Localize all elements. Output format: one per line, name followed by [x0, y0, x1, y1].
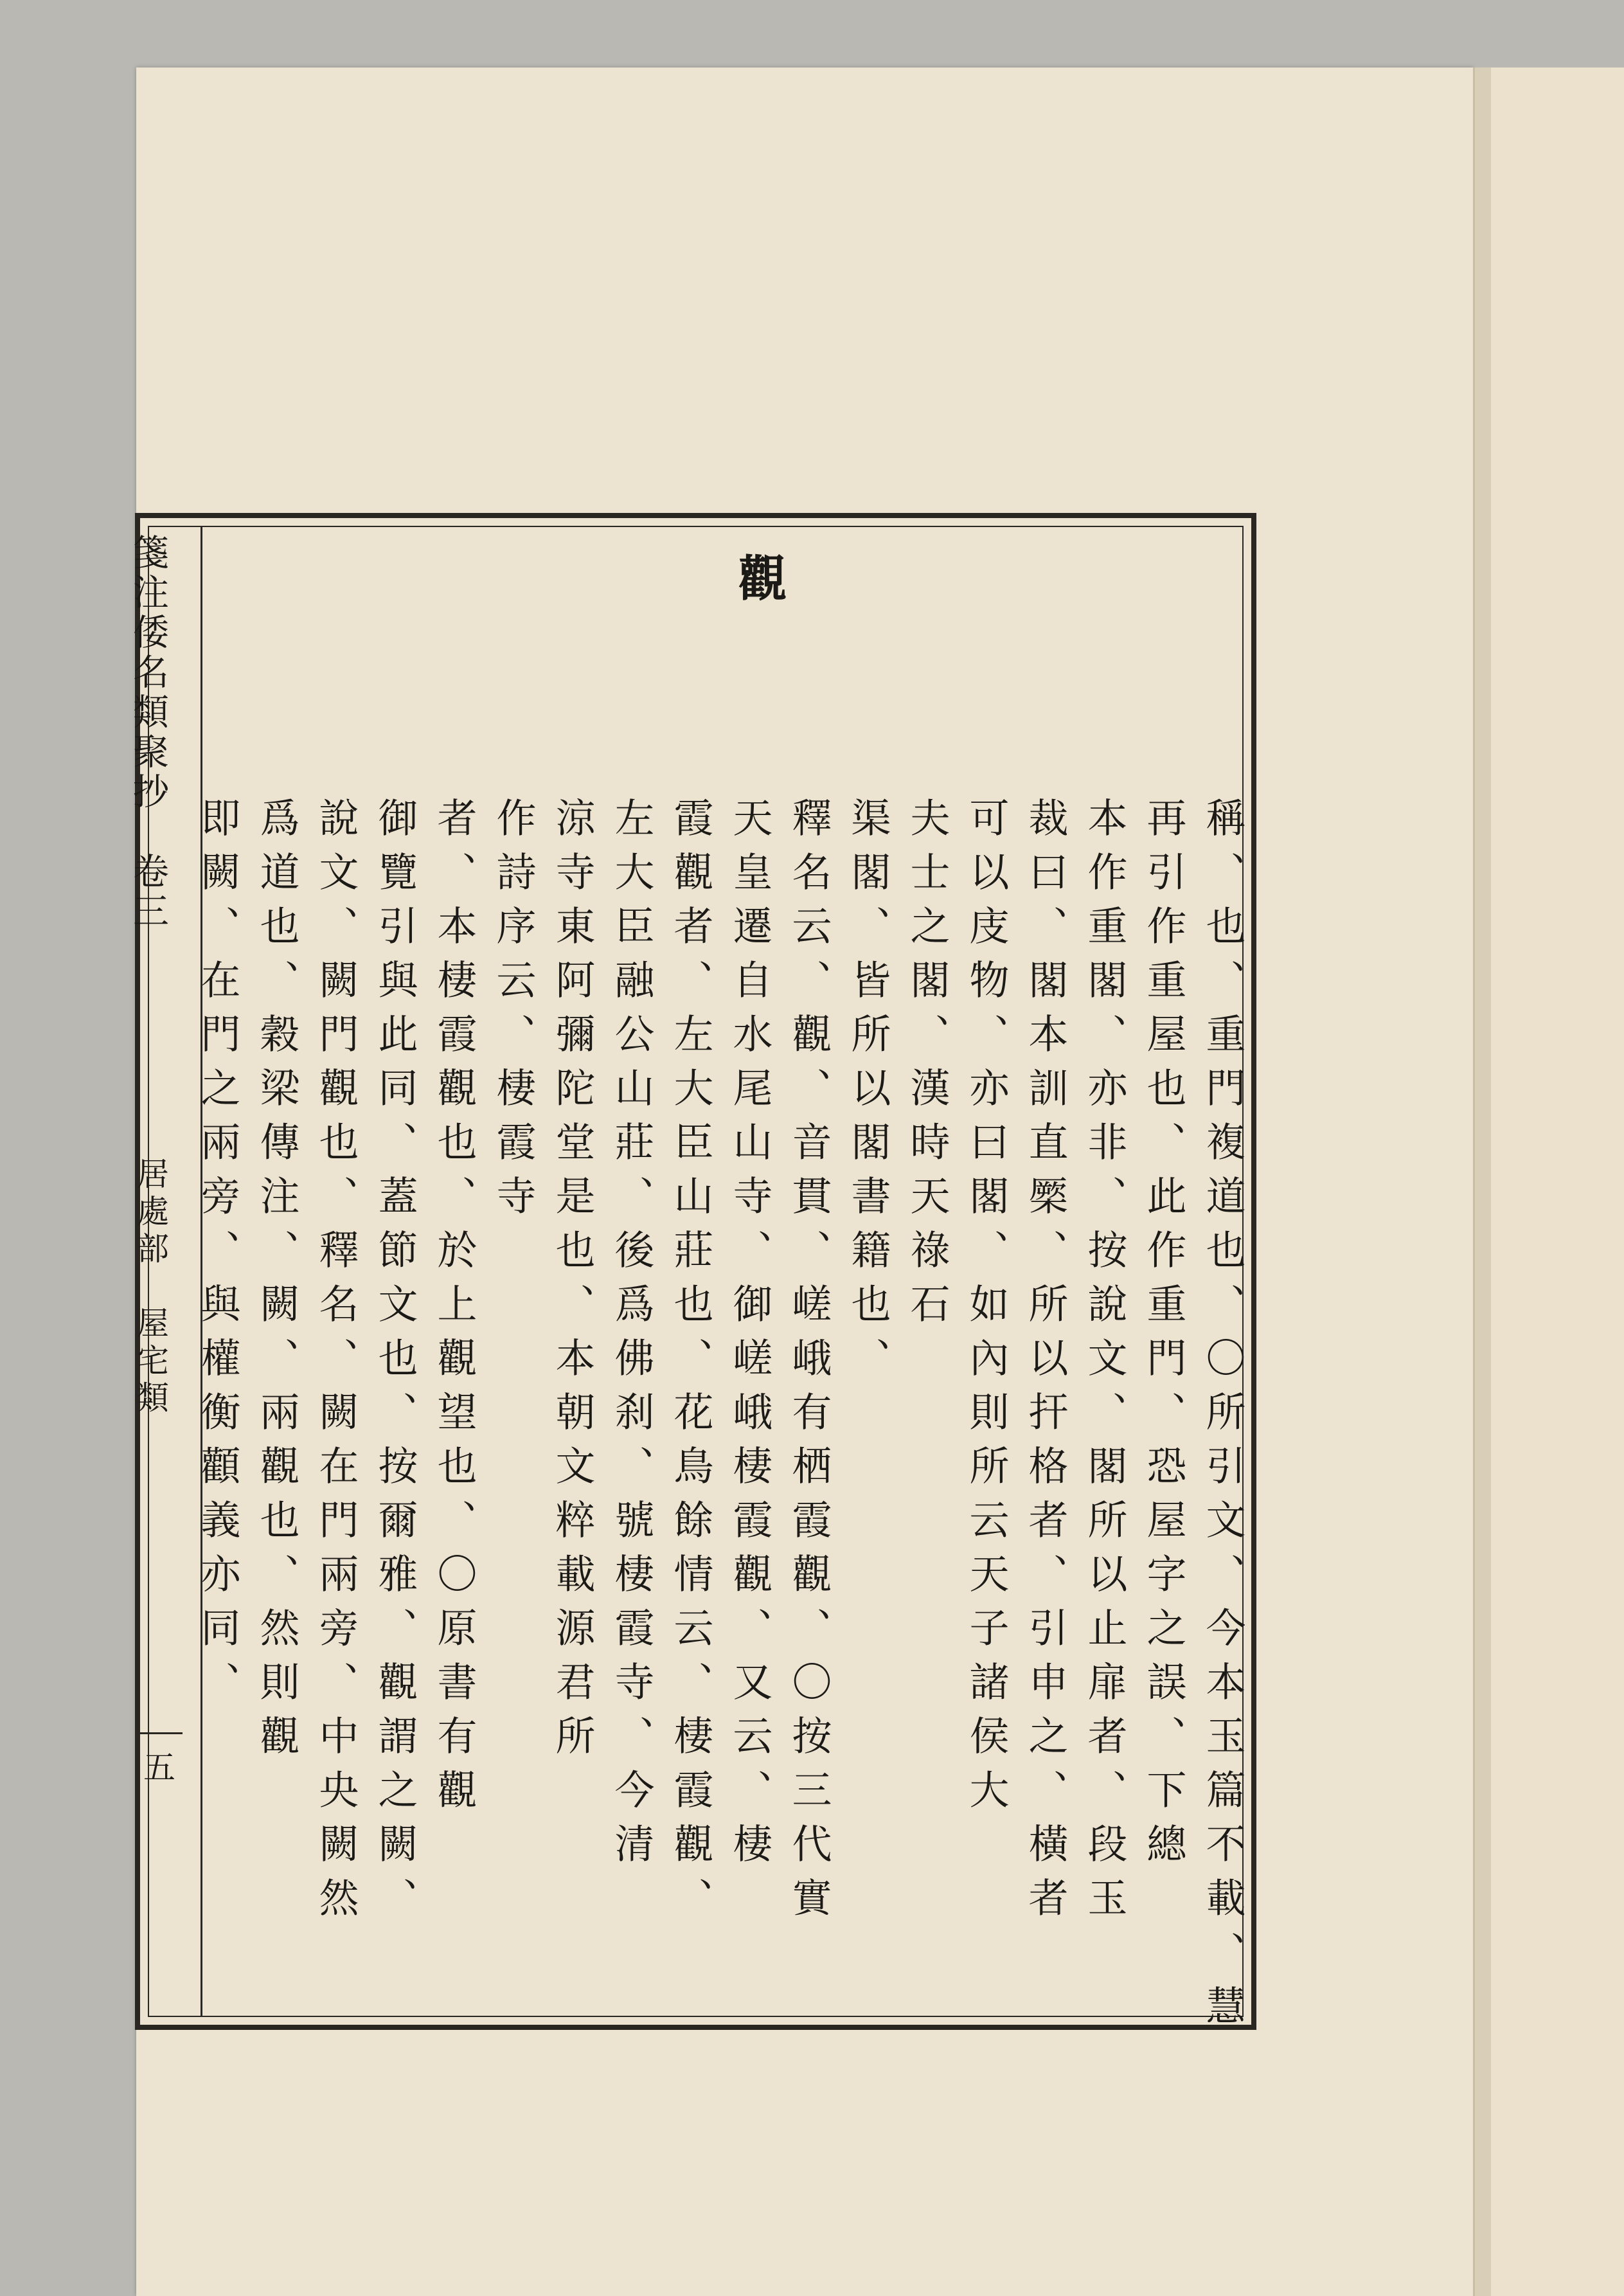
text-column: 霞觀者、左大臣山莊也、花鳥餘情云、棲霞觀、: [667, 797, 714, 1931]
page-edge: [1473, 67, 1493, 2296]
text-column: 說文、闕門觀也、釋名、闕在門兩旁、中央闕然: [312, 797, 359, 1931]
text-column: 渠閣、皆所以閣書籍也、: [844, 797, 891, 1391]
text-column: 本作重閣、亦非、按說文、閣所以止扉者、段玉: [1081, 797, 1128, 1931]
book-title: 箋注倭名類聚抄 卷三: [127, 534, 169, 932]
page-number: 五: [136, 1732, 183, 1788]
text-column: 左大臣融公山莊、後爲佛刹、號棲霞寺、今清: [608, 797, 655, 1877]
text-column: 裁曰、閣本訓直橜、所以扞格者、引申之、橫者: [1022, 797, 1069, 1931]
section-label: 居處部 屋宅類: [132, 1157, 169, 1418]
text-column: 御覽引與此同、蓋節文也、按爾雅、觀謂之闕、: [371, 797, 418, 1931]
entry-heading: 觀: [730, 553, 787, 605]
text-column: 涼寺東阿彌陀堂是也、本朝文粹載源君所: [549, 797, 596, 1769]
text-column: 者、本棲霞觀也、於上觀望也、〇原書有觀: [431, 797, 477, 1823]
text-column: 再引作重屋也、此作重門、恐屋字之誤、下總: [1140, 797, 1187, 1877]
text-column: 即闕、在門之兩旁、與權衡顴義亦同、: [194, 797, 241, 1715]
text-column: 爲道也、穀梁傳注、闕、兩觀也、然則觀: [253, 797, 300, 1769]
text-column: 作詩序云、棲霞寺: [490, 797, 537, 1229]
text-column: 稱、也、重門複道也、〇所引文、今本玉篇不載、慧: [1199, 797, 1246, 2039]
text-column: 天皇遷自水尾山寺、御嵯峨棲霞觀、又云、棲: [726, 797, 773, 1877]
text-column: 可以庋物、亦曰閣、如內則所云天子諸侯大: [963, 797, 1010, 1823]
next-page: [1491, 67, 1624, 2296]
text-column: 夫士之閣、漢時天祿石: [904, 797, 950, 1337]
text-column: 釋名云、觀、音貫、嵯峨有栖霞觀、〇按三代實: [785, 797, 832, 1931]
